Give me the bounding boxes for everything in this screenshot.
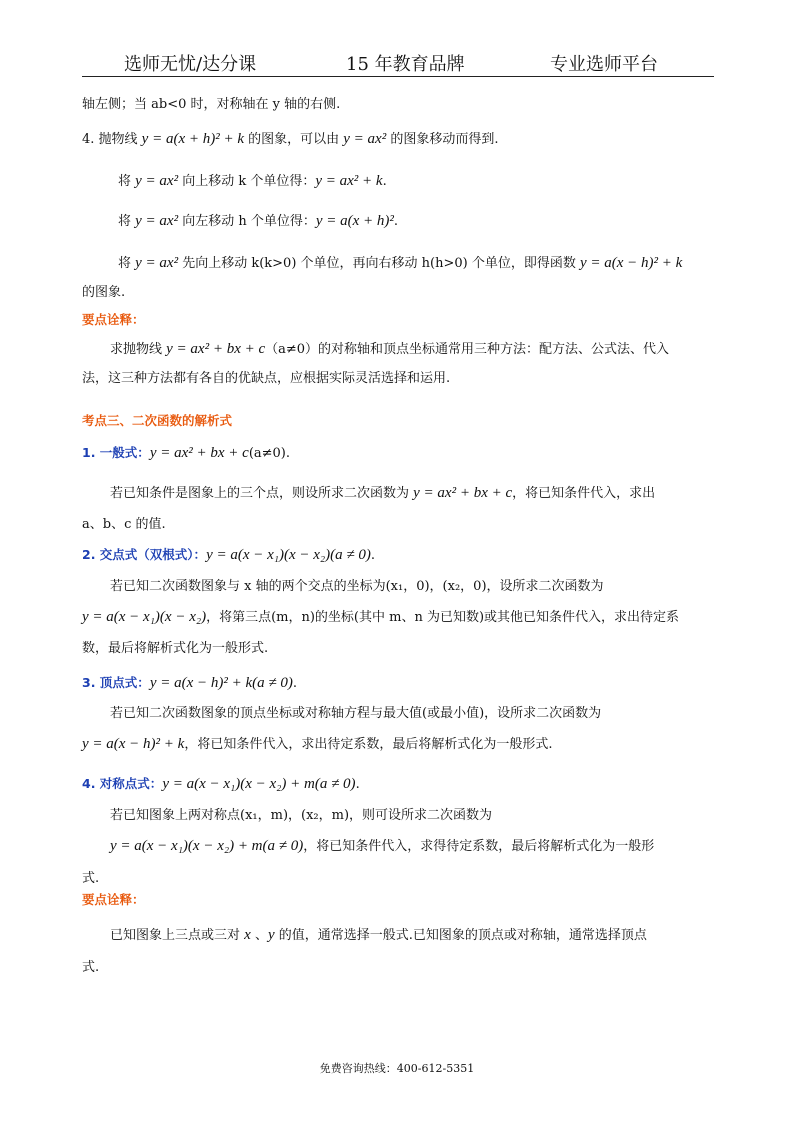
formula: y = a(x − h)² + k — [82, 736, 185, 752]
text: . — [393, 214, 399, 229]
note-2-text — [110, 925, 647, 946]
var-y: y — [267, 927, 275, 943]
text: 先向上移动 k(k>0) 个单位，再向右移动 h(h>0) 个单位，即得函数 — [178, 256, 580, 271]
note-2-text-cont: 式. — [82, 960, 100, 975]
text: . — [370, 548, 375, 563]
vertex-form-text: 若已知二次函数图象的顶点坐标或对称轴方程与最大值(或最小值)，设所求二次函数为 — [110, 706, 602, 721]
text: 的值，通常选择一般式.已知图象的顶点或对称轴，通常选择顶点 — [274, 928, 647, 943]
header-tagline: 专业选师平台 — [550, 54, 658, 75]
symmetric-form-heading — [82, 774, 360, 795]
symmetric-form-text: 若已知图象上两对称点(x₁，m)，(x₂，m)，则可设所求二次函数为 — [110, 808, 493, 823]
text: 将 — [118, 174, 136, 189]
general-form-text — [110, 483, 655, 504]
text-line-parabola-shift — [82, 129, 498, 150]
header-slogan: 15 年教育品牌 — [346, 54, 465, 75]
formula: y = a(x − x₁)(x − x₂) + m(a ≠ 0) — [162, 776, 356, 792]
formula: y = a(x − x₁)(x − x₂) + m(a ≠ 0) — [110, 838, 304, 854]
label: 1. 一般式： — [82, 445, 150, 460]
text: 的图象移动而得到. — [386, 132, 499, 147]
formula: y = ax² + bx + c — [413, 485, 513, 501]
label: 4. 对称点式： — [82, 776, 163, 791]
label: 3. 顶点式： — [82, 675, 150, 690]
text-line-shift-left — [118, 211, 398, 232]
formula: y = a(x − x₁)(x − x₂)(a ≠ 0) — [206, 547, 371, 563]
text: ，将第三点(m，n)的坐标(其中 m、n 为已知数)或其他已知条件代入，求出待定系 — [206, 610, 680, 625]
label: 2. 交点式（双根式）： — [82, 547, 207, 562]
vertex-form-text-2 — [82, 734, 552, 755]
note-label-2: 要点诠释： — [82, 892, 145, 907]
intersection-form-heading — [82, 545, 375, 566]
formula: y = a(x − h)² + k — [580, 255, 683, 271]
text-line-methods — [110, 339, 669, 360]
text: 4. 抛物线 — [82, 132, 142, 147]
text: （a≠0）的对称轴和顶点坐标通常用三种方法：配方法、公式法、代入 — [265, 342, 670, 357]
formula: y = a(x − x₁)(x − x₂) — [82, 609, 207, 625]
text: . — [292, 676, 298, 691]
text: 将 — [118, 256, 136, 271]
text: 求抛物线 — [110, 342, 167, 357]
general-form-text-cont: a、b、c 的值. — [82, 517, 166, 532]
formula: y = a(x − h)² + k(a ≠ 0) — [149, 675, 293, 691]
text-line-axis-side: 轴左侧；当 ab<0 时，对称轴在 y 轴的右侧. — [82, 97, 341, 112]
section-title-3: 考点三、二次函数的解析式 — [82, 413, 233, 428]
footer-hotline: 免费咨询热线：400-612-5351 — [319, 1062, 475, 1075]
page-header — [82, 50, 714, 77]
formula: y = ax² — [135, 213, 179, 229]
var-x: x — [244, 927, 251, 943]
intersection-form-text-3: 数，最后将解析式化为一般形式. — [82, 641, 269, 656]
note-label-1: 要点诠释： — [82, 312, 145, 327]
text: ，将已知条件代入，求得待定系数，最后将解析式化为一般形 — [303, 839, 655, 854]
header-brand: 选师无忧/达分课 — [124, 54, 257, 75]
text: . — [382, 174, 387, 189]
text: ，将已知条件代入，求出待定系数，最后将解析式化为一般形式. — [184, 737, 553, 752]
formula: y = ax² + bx + c — [166, 341, 266, 357]
text-line-shift-up — [118, 171, 387, 192]
general-form-heading — [82, 443, 290, 464]
intersection-form-text-2 — [82, 607, 679, 628]
text-line-methods-cont: 法，这三种方法都有各自的优缺点，应根据实际灵活选择和运用. — [82, 371, 451, 386]
formula: y = ax² — [135, 255, 179, 271]
vertex-form-heading — [82, 673, 297, 694]
formula: y = ax² — [135, 173, 179, 189]
symmetric-form-text-2 — [110, 836, 654, 857]
symmetric-form-text-3: 式. — [82, 871, 100, 886]
text-line-shift-both — [118, 253, 682, 274]
formula: y = ax² + k — [315, 173, 383, 189]
intersection-form-text: 若已知二次函数图象与 x 轴的两个交点的坐标为(x₁，0)，(x₂，0)，设所求二次函数为 — [110, 579, 604, 594]
text: 向上移动 k 个单位得： — [178, 174, 316, 189]
text: 的图象，可以由 — [244, 132, 344, 147]
formula: y = a(x + h)² — [315, 213, 394, 229]
text: . — [355, 777, 360, 792]
text: ，将已知条件代入，求出 — [512, 486, 656, 501]
text: 若已知条件是图象上的三个点，则设所求二次函数为 — [110, 486, 414, 501]
text: 向左移动 h 个单位得： — [178, 214, 316, 229]
text: (a≠0). — [248, 446, 291, 461]
formula: y = a(x + h)² + k — [141, 131, 244, 147]
text: 将 — [118, 214, 136, 229]
text: 、 — [250, 928, 268, 943]
text: 已知图象上三点或三对 — [110, 928, 245, 943]
formula: y = ax² — [343, 131, 387, 147]
formula: y = ax² + bx + c — [149, 445, 249, 461]
text-line-graph: 的图象. — [82, 285, 126, 300]
